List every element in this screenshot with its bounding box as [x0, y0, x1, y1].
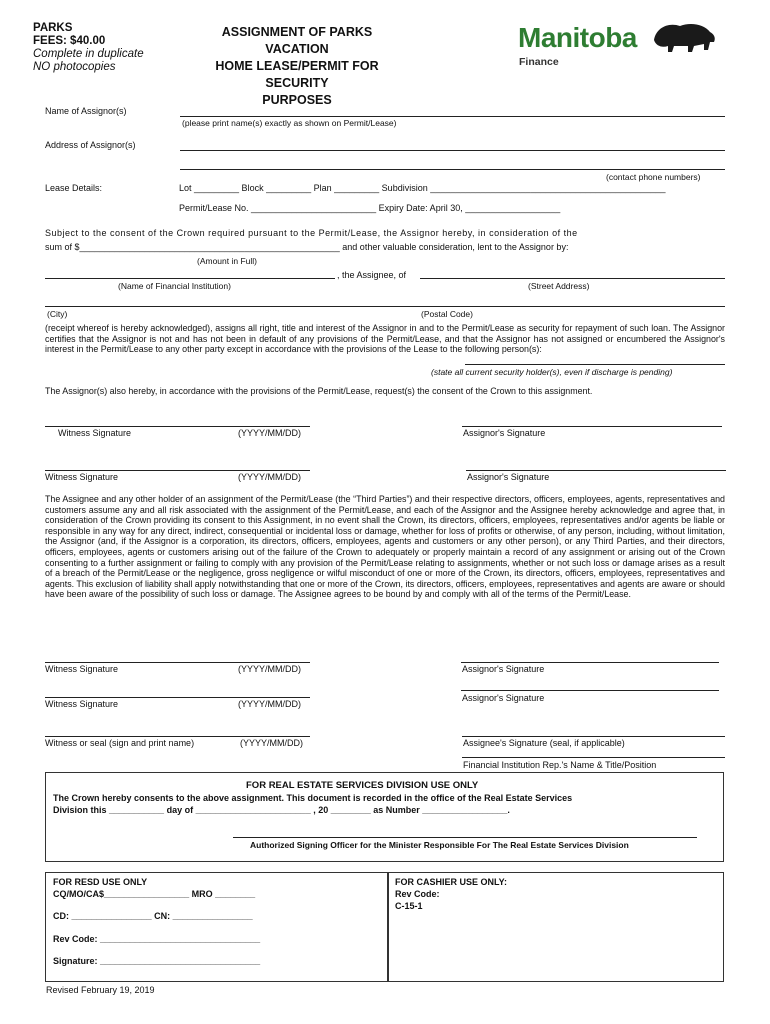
assignor-sig-label-3: Assignor's Signature [462, 664, 545, 674]
signature-line[interactable]: Signature: ________________________________ [53, 956, 261, 966]
date-label-4: (YYYY/MM/DD) [238, 699, 301, 709]
assignor-address-field[interactable] [180, 150, 725, 151]
assignee-sig-line[interactable] [462, 736, 725, 737]
assignor-name-label: Name of Assignor(s) [45, 106, 127, 116]
witness-sig-line-4[interactable] [45, 697, 310, 698]
assignee-sig-label: Assignee's Signature (seal, if applicable) [463, 738, 625, 748]
witness-seal-label: Witness or seal (sign and print name) [45, 738, 195, 748]
request-paragraph: The Assignor(s) also hereby, in accordance with the provisions of the Permit/Lease, request(s) the consent of the Crown to this assignment. [45, 386, 593, 396]
cashier-rev-label: Rev Code: [395, 889, 440, 899]
resd-heading: FOR REAL ESTATE SERVICES DIVISION USE ONLY [246, 780, 479, 791]
witness-sig-line-3[interactable] [45, 662, 310, 663]
assignor-sig-line-1[interactable] [462, 426, 722, 427]
assignor-name-field[interactable] [180, 116, 725, 117]
form-title: ASSIGNMENT OF PARKS VACATION HOME LEASE/PERMIT FOR SECURITY PURPOSES [215, 25, 379, 107]
lease-details-label: Lease Details: [45, 183, 103, 193]
manitoba-logo-text: Manitoba [518, 22, 637, 53]
security-hint: (state all current security holder(s), even if discharge is pending) [431, 367, 673, 377]
witness-seal-line[interactable] [45, 736, 310, 737]
resd-consent-line2[interactable]: Division this ___________ day of _______________________ , 20 ________ as Number _________________. [53, 805, 510, 815]
witness-sig-label-2: Witness Signature [45, 472, 119, 482]
security-holders-field[interactable] [465, 364, 725, 365]
duplicate-note: Complete in duplicate [33, 48, 144, 60]
fees-label: FEES: $40.00 [33, 35, 106, 47]
date-label-1: (YYYY/MM/DD) [238, 428, 301, 438]
assignor-sig-label-1: Assignor's Signature [463, 428, 546, 438]
date-label-3: (YYYY/MM/DD) [238, 664, 301, 674]
parks-label: PARKS [33, 22, 73, 34]
city-postal-field[interactable] [45, 306, 725, 307]
assignor-sig-line-3[interactable] [461, 662, 719, 663]
witness-sig-label-1: Witness Signature [58, 428, 132, 438]
street-address-field[interactable] [420, 278, 725, 279]
witness-sig-line-2[interactable] [45, 470, 310, 471]
photocopy-note: NO photocopies [33, 61, 116, 73]
cashier-heading: FOR CASHIER USE ONLY: [395, 877, 508, 887]
officer-label: Authorized Signing Officer for the Minister Responsible For The Real Estate Services Division [250, 840, 629, 850]
rep-name-line[interactable] [462, 757, 725, 758]
cashier-code: C-15-1 [395, 901, 423, 911]
institution-hint: (Name of Financial Institution) [118, 281, 231, 291]
consent-sum-line[interactable]: sum of $____________________________________________________ and other valuable consideration, lent to the Assignor by: [45, 242, 569, 252]
fee-block [33, 22, 144, 74]
bison-icon [650, 20, 718, 54]
consent-line1: Subject to the consent of the Crown required pursuant to the Permit/Lease, the Assignor hereby, in consideration of the [45, 228, 578, 238]
cq-mro-line[interactable]: CQ/MO/CA$_________________ MRO ________ [53, 889, 256, 899]
assignor-address-label: Address of Assignor(s) [45, 140, 136, 150]
assignor-sig-label-4: Assignor's Signature [462, 693, 545, 703]
witness-sig-line-1[interactable] [45, 426, 310, 427]
cd-cn-line[interactable]: CD: ________________ CN: ________________ [53, 911, 253, 921]
street-hint: (Street Address) [528, 281, 590, 291]
witness-sig-label-4: Witness Signature [45, 699, 119, 709]
permit-expiry-line[interactable]: Permit/Lease No. _________________________ Expiry Date: April 30, ___________________ [179, 203, 561, 213]
witness-sig-label-3: Witness Signature [45, 664, 119, 674]
date-label-2: (YYYY/MM/DD) [238, 472, 301, 482]
assignor-sig-label-2: Assignor's Signature [467, 472, 550, 482]
city-hint: (City) [47, 309, 68, 319]
receipt-paragraph: (receipt whereof is hereby acknowledged), assigns all right, title and interest of the Assignor in and to the Permit/Lease as security for repayment of such loan. The Assignor certifies that the Assignor is not and has not been in default of any provisions of the Permit/Lease, and that the Assignor has not assigned or encumbered the Assignor's interest in the Permit/Lease to any other party except in accordance with the provisions of the Lease to the following person(s): [45, 323, 725, 355]
assignor-sig-line-4[interactable] [461, 690, 719, 691]
assignee-of-label: , the Assignee, of [337, 270, 407, 280]
rev-code-line[interactable]: Rev Code: ________________________________ [53, 934, 261, 944]
assignor-name-hint: (please print name(s) exactly as shown on Permit/Lease) [182, 118, 397, 128]
assignor-phone-field[interactable] [180, 169, 725, 170]
phone-hint: (contact phone numbers) [606, 172, 701, 182]
officer-sig-line[interactable] [233, 837, 697, 838]
finance-label: Finance [519, 56, 559, 68]
institution-name-field[interactable] [45, 278, 335, 279]
liability-paragraph: The Assignee and any other holder of an assignment of the Permit/Lease (the “Third Parties”) and their respective directors, officers, employees, agents, representatives and customers assume any and all risk associated with the assignment of the Permit/Lease, and each of the Assignor and the Assignee hereby acknowledge and agree that, in consideration of the Crown providing its consent to this Assignment, in no event shall the Crown, its directors, officers, employees, representatives and/or agents be liable or responsible in any way for any direct, indirect, consequential or incidental loss or damage, whether for loss of profits or otherwise, of any person, including, without limitation, the Assignor (and, if the Assignor is a corporation, its directors, officers, employees, agents and customers or any other person), or any Third Parties, and their directors, officers, employees, agents or customers arising out of the failure of the Crown to adequately or properly maintain a record of any assignment or arising out of the Crown consenting to a further assignment or failing to comply with any provision of the Permit/Lease relating to assignments, whether or not such loss or damage arises as a result of a breach of the Permit/Lease or the negligence, gross negligence or wilful misconduct of one or more of the Crown, its directors, officers, employees, representatives and agents. This exclusion of liability shall apply notwithstanding that one or more of the Crown, its directors, officers, employees, representatives and agents are aware or should have been aware of the possibility of such loss or damage. The Assignee agrees to be bound by and comply with all of the terms of the Permit/Lease. [45, 494, 725, 600]
resd-consent-line1: The Crown hereby consents to the above assignment. This document is recorded in the office of the Real Estate Services [53, 793, 573, 803]
postal-hint: (Postal Code) [421, 309, 473, 319]
amount-hint: (Amount in Full) [197, 256, 257, 266]
lot-block-plan-line[interactable]: Lot _________ Block _________ Plan _________ Subdivision _______________________________________________ [179, 183, 666, 193]
date-label-5: (YYYY/MM/DD) [240, 738, 303, 748]
revised-date: Revised February 19, 2019 [46, 985, 155, 995]
resd-only-heading: FOR RESD USE ONLY [53, 877, 148, 887]
rep-label: Financial Institution Rep.'s Name & Title/Position [463, 760, 657, 770]
assignor-sig-line-2[interactable] [466, 470, 726, 471]
